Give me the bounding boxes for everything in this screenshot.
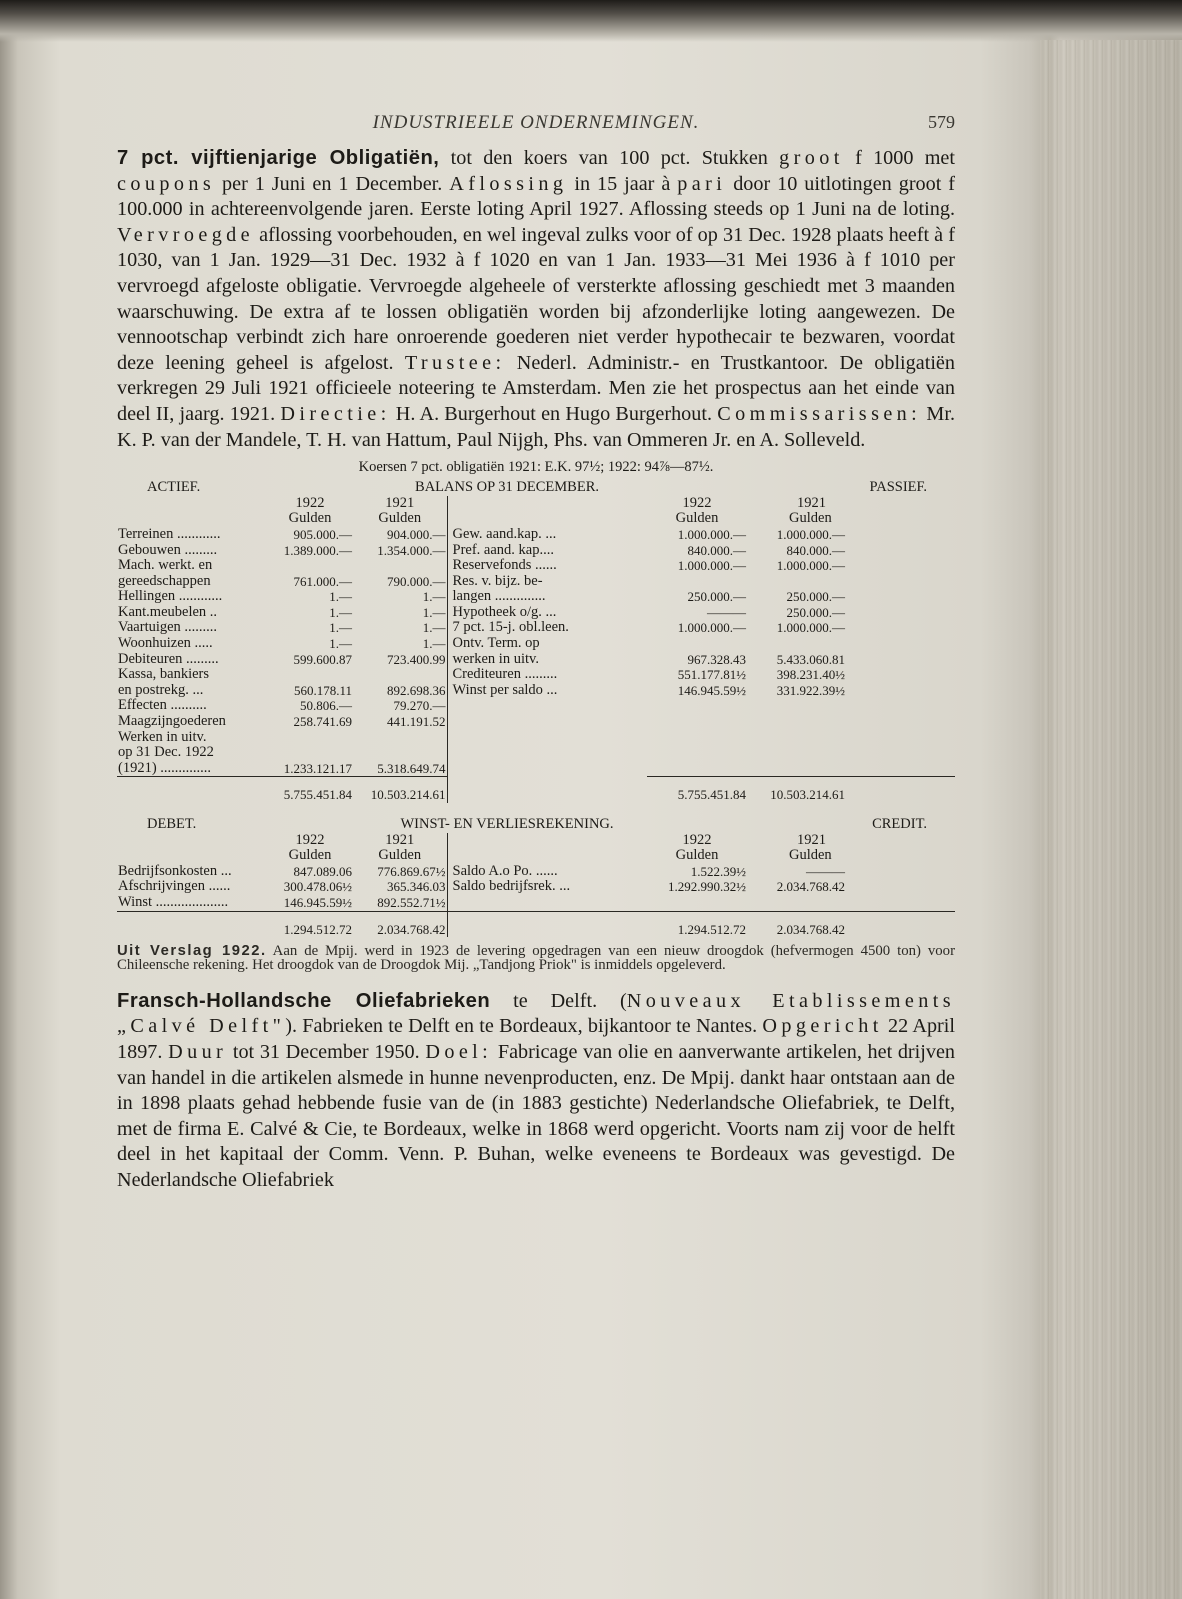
text-run: ). Fabrieken te Delft en te Bordeaux, bijkantoor te Nantes. — [285, 1015, 763, 1038]
year-header: 1921 — [797, 832, 826, 848]
value-cell: 967.328.43 — [687, 651, 747, 667]
row-label: Kassa, bankiers — [118, 667, 210, 683]
balans-row — [117, 683, 955, 699]
unit-header: Gulden — [378, 511, 422, 527]
value-cell: 1.000.000.— — [776, 620, 846, 636]
spaced-term: Vervroegde — [117, 223, 255, 246]
balans-row — [117, 558, 955, 574]
unit-header: Gulden — [789, 848, 832, 864]
text-run: te Delft. ( — [490, 989, 627, 1012]
row-label: Res. v. bijz. be- — [447, 574, 647, 590]
page-content — [117, 100, 955, 1194]
running-header — [117, 100, 955, 146]
spaced-term: Aflossing — [449, 172, 568, 195]
winst-right-title: CREDIT. — [872, 817, 927, 832]
book-spine — [1040, 40, 1182, 1599]
row-label: Gebouwen ......... — [118, 542, 218, 558]
row-label: Woonhuizen ..... — [118, 636, 213, 652]
winst-row — [117, 879, 955, 895]
value-cell: 146.945.59½ — [283, 894, 352, 910]
value-cell: 1.— — [422, 589, 446, 605]
row-label: Bedrijfsonkosten ... — [118, 863, 232, 879]
value-cell: 258.741.69 — [293, 714, 352, 730]
row-label: Kant.meubelen .. — [118, 604, 218, 620]
value-cell — [647, 698, 747, 714]
row-label: 7 pct. 15-j. obl.leen. — [447, 620, 647, 636]
value-cell: 1.000.000.— — [677, 526, 747, 542]
value-cell — [353, 558, 447, 574]
value-cell: 840.000.— — [687, 542, 747, 558]
row-label: Saldo bedrijfsrek. ... — [447, 879, 647, 895]
spaced-term: pari — [677, 172, 727, 195]
text-run: in 15 jaar à — [567, 172, 678, 195]
running-title: INDUSTRIEELE ONDERNEMINGEN. — [372, 112, 700, 133]
winst-row — [117, 895, 955, 911]
value-cell — [647, 574, 747, 590]
value-cell: ——— — [707, 604, 747, 620]
value-cell: 905.000.— — [293, 526, 352, 542]
value-cell: 250.000.— — [786, 589, 846, 605]
winst-row — [117, 864, 955, 880]
balans-row — [117, 527, 955, 543]
spaced-term: coupons — [117, 172, 216, 195]
value-cell: 1.522.39½ — [690, 863, 746, 879]
text-run: aflossing voorbehouden, en wel ingeval zulks voor of op 31 Dec. 1928 plaats heeft à f 1030, van 1 Jan. 1929—31 Dec. 1932 à f 1020 en van 1 Jan. 1933—31 Mei 1936 à f 1010 per vervroegd afgeloste obligatie. Vervroegde algeheele of versterkte aflossing geschiedt met 3 maanden waarschuwing. De extra af te lossen obligatiën worden bij afzonderlijke loting aangewezen. De vennootschap verbindt zich hare onroerende goederen niet verder hypothecair te bezwaren, voordat deze leening geheel is afgelost. — [117, 223, 955, 374]
row-label: Gew. aand.kap. ... — [447, 527, 647, 543]
spaced-term: Duur — [168, 1040, 228, 1063]
balans-title: BALANS OP 31 DECEMBER. — [415, 480, 599, 496]
row-label: Pref. aand. kap.... — [447, 543, 647, 559]
row-label: Winst .................... — [118, 894, 229, 910]
value-cell: 723.400.99 — [387, 651, 446, 667]
value-cell: 1.— — [422, 636, 446, 652]
row-label: Werken in uitv. — [118, 729, 207, 745]
year-header: 1921 — [385, 832, 415, 848]
spaced-term: Commissarissen: — [717, 402, 922, 425]
balans-row — [117, 574, 955, 590]
text-run: Mr. K. P. van der Mandele, T. H. van Hattum, Paul Nijgh, Phs. van Ommeren Jr. en A. Solleveld. — [117, 402, 955, 451]
value-cell — [747, 761, 955, 777]
row-label: Maagzijngoederen — [118, 714, 226, 730]
text-run: 22 April 1897. — [117, 1015, 956, 1063]
total-cell: 10.503.214.61 — [747, 777, 955, 803]
row-label: Afschrijvingen ...... — [118, 879, 231, 895]
winst-table — [117, 817, 955, 937]
value-cell: 1.— — [329, 636, 352, 652]
row-label — [447, 745, 647, 761]
value-cell — [647, 636, 747, 652]
spaced-term: Directie: — [280, 402, 391, 425]
spaced-term: Trustee: — [404, 351, 506, 374]
value-cell: 250.000.— — [786, 604, 846, 620]
value-cell: 776.869.67½ — [377, 863, 446, 879]
value-cell — [353, 745, 447, 761]
value-cell: 146.945.59½ — [677, 682, 747, 698]
text-run: door 10 uitlotingen groot f 100.000 in achtereenvolgende jaren. Eerste loting April 1927. Aflossing steeds op 1 Juni na de loting. — [117, 172, 956, 221]
text-run: Nederl. Administr.- en Trustkantoor. De obligatiën verkregen 29 Juli 1921 officieele noteering te Amsterdam. Men zie het prospectus aan het einde van deel II, jaarg. 1921. — [117, 351, 955, 425]
value-cell: 1.— — [422, 604, 446, 620]
value-cell: 1.— — [329, 604, 352, 620]
row-label: Hypotheek o/g. ... — [447, 605, 647, 621]
balans-row — [117, 636, 955, 652]
value-cell — [647, 714, 747, 730]
value-cell: 892.552.71½ — [377, 894, 446, 910]
value-cell: 904.000.— — [387, 526, 446, 542]
value-cell — [747, 636, 955, 652]
unit-header: Gulden — [675, 511, 719, 527]
balans-totals-row — [117, 777, 955, 803]
row-label — [447, 698, 647, 714]
value-cell — [747, 574, 955, 590]
fransch-heading: Fransch-Hollandsche Oliefabrieken — [117, 989, 491, 1012]
unit-header: Gulden — [288, 511, 332, 527]
value-cell: 5.433.060.81 — [776, 651, 846, 667]
balans-row — [117, 745, 955, 761]
value-cell — [747, 698, 955, 714]
winst-totals-row — [117, 911, 955, 937]
value-cell: 1.233.121.17 — [283, 760, 352, 776]
text-run: f 1000 met — [843, 147, 956, 169]
balans-table — [117, 480, 955, 803]
value-cell: 840.000.— — [786, 542, 846, 558]
total-cell: 5.755.451.84 — [267, 777, 353, 803]
value-cell: 790.000.— — [387, 573, 446, 589]
balans-rows — [117, 527, 955, 777]
value-cell — [747, 745, 955, 761]
value-cell: 551.177.81½ — [677, 667, 747, 683]
value-cell: 1.— — [329, 620, 352, 636]
row-label: Terreinen ............ — [118, 526, 221, 542]
balans-row — [117, 605, 955, 621]
row-label: Reservefonds ...... — [447, 558, 647, 574]
row-label: Winst per saldo ... — [447, 683, 647, 699]
row-label: gereedschappen — [118, 573, 211, 589]
value-cell: 1.— — [329, 589, 352, 605]
value-cell: 1.000.000.— — [677, 558, 747, 574]
value-cell: 5.318.649.74 — [377, 760, 446, 776]
winst-rows — [117, 864, 955, 911]
row-label: langen .............. — [447, 589, 647, 605]
row-label: en postrekg. ... — [118, 682, 204, 698]
verslag-paragraph — [117, 945, 955, 973]
value-cell — [747, 714, 955, 730]
winst-left-title: DEBET. — [147, 817, 197, 832]
row-label: op 31 Dec. 1922 — [118, 745, 214, 761]
value-cell — [647, 761, 747, 777]
row-label: Hellingen ............ — [118, 589, 223, 605]
value-cell: 300.478.06½ — [283, 879, 352, 895]
row-label: Mach. werkt. en — [118, 558, 213, 574]
text-run: tot 31 December 1950. — [227, 1040, 426, 1063]
unit-header: Gulden — [789, 511, 832, 527]
total-cell: 2.034.768.42 — [747, 911, 955, 937]
balans-row — [117, 714, 955, 730]
value-cell: 1.000.000.— — [776, 526, 846, 542]
obligaties-heading: 7 pct. vijftienjarige Obligatiën, — [117, 147, 440, 169]
year-header: 1922 — [682, 832, 712, 848]
balans-row — [117, 620, 955, 636]
row-label — [447, 730, 647, 746]
year-header: 1921 — [797, 495, 827, 511]
balans-right-title: PASSIEF. — [869, 480, 928, 496]
value-cell: 892.698.36 — [387, 682, 446, 698]
value-cell — [267, 730, 353, 746]
year-header: 1922 — [295, 495, 325, 511]
value-cell — [353, 667, 447, 683]
value-cell: 1.000.000.— — [677, 620, 747, 636]
value-cell: 560.178.11 — [293, 682, 352, 698]
value-cell: 1.389.000.— — [283, 542, 352, 558]
text-run: Fabricage van olie en aanverwante artikelen, het drijven van handel in die artikelen alsmede in hunne nevenproducten, enz. De Mpij. dankt haar ontstaan aan de in 1898 plaats gehad hebbende fusie van de (in 1883 gestichte) Nederlandsche Oliefabriek, te Delft, met de firma E. Calvé & Cie, te Bordeaux, welke in 1868 werd opgericht. Voorts nam zij voor de helft deel in het kapitaal der Comm. Venn. P. Buhan, welke eveneens te Bordeaux was gevestigd. De Nederlandsche Oliefabriek — [117, 1040, 956, 1191]
text-run: Aan de Mpij. werd in 1923 de levering opgedragen van een nieuw droogdok (hefvermogen 4500 ton) voor Chileensche rekening. Het droogdok van de Droogdok Mij. „Tandjong Priok" is inmiddels opgeleverd. — [117, 943, 955, 973]
page-number: 579 — [928, 112, 955, 132]
value-cell — [267, 558, 353, 574]
row-label: werken in uitv. — [447, 652, 647, 668]
value-cell — [647, 745, 747, 761]
value-cell — [647, 895, 747, 911]
value-cell: 1.— — [422, 620, 446, 636]
spaced-term: groot — [779, 147, 844, 169]
row-label — [447, 895, 647, 911]
text-run: H. A. Burgerhout en Hugo Burgerhout. — [390, 402, 718, 425]
value-cell: 441.191.52 — [387, 714, 446, 730]
unit-header: Gulden — [288, 848, 332, 864]
page-top-edge — [0, 0, 1182, 42]
balans-left-title: ACTIEF. — [147, 480, 201, 496]
total-cell: 2.034.768.42 — [353, 911, 447, 937]
balans-row — [117, 698, 955, 714]
value-cell — [647, 730, 747, 746]
unit-header: Gulden — [378, 848, 422, 864]
total-cell: 1.294.512.72 — [647, 911, 747, 937]
value-cell — [747, 730, 955, 746]
balans-row — [117, 761, 955, 777]
year-header: 1922 — [295, 832, 325, 848]
total-cell: 5.755.451.84 — [647, 777, 747, 803]
fransch-paragraph — [117, 989, 955, 1194]
value-cell: 365.346.03 — [387, 879, 446, 895]
balans-row — [117, 667, 955, 683]
value-cell: 331.922.39½ — [776, 682, 846, 698]
row-label: Vaartuigen ......... — [118, 620, 218, 636]
value-cell: 847.089.06 — [293, 863, 352, 879]
value-cell: 50.806.— — [300, 698, 352, 714]
value-cell: 250.000.— — [687, 589, 747, 605]
verslag-heading: Uit Verslag 1922. — [117, 943, 267, 960]
row-label: Ontv. Term. op — [447, 636, 647, 652]
value-cell — [353, 730, 447, 746]
row-label: Effecten .......... — [118, 698, 207, 714]
spaced-term: Doel: — [425, 1040, 493, 1063]
total-cell: 10.503.214.61 — [353, 777, 447, 803]
value-cell: 1.292.990.32½ — [668, 879, 746, 895]
row-label — [447, 714, 647, 730]
year-header: 1922 — [682, 495, 712, 511]
koersen-line: Koersen 7 pct. obligatiën 1921: E.K. 97½; 1922: 94⅞—87½. — [358, 459, 714, 476]
value-cell: 79.270.— — [393, 698, 446, 714]
value-cell: 1.000.000.— — [776, 558, 846, 574]
value-cell: 398.231.40½ — [776, 667, 846, 683]
winst-title: WINST- EN VERLIESREKENING. — [400, 817, 614, 832]
value-cell: ——— — [806, 863, 845, 879]
value-cell: 2.034.768.42 — [776, 879, 845, 895]
unit-header: Gulden — [675, 848, 719, 864]
balans-row — [117, 543, 955, 559]
text-run: tot den koers van 100 pct. Stukken — [439, 147, 780, 169]
value-cell: 1.354.000.— — [377, 542, 446, 558]
value-cell — [267, 667, 353, 683]
row-label: Saldo A.o Po. ...... — [447, 864, 647, 880]
spaced-term: Opgericht — [762, 1015, 883, 1038]
row-label — [447, 761, 647, 777]
text-run: per 1 Juni en 1 December. — [215, 172, 450, 195]
value-cell: 599.600.87 — [293, 651, 352, 667]
value-cell — [747, 895, 955, 911]
row-label: Debiteuren ......... — [118, 651, 219, 667]
year-header: 1921 — [385, 495, 415, 511]
balans-row — [117, 589, 955, 605]
obligaties-paragraph — [117, 146, 955, 453]
row-label: (1921) .............. — [118, 760, 212, 776]
spaced-term: Nouveaux Etablissements „Calvé Delft" — [117, 989, 955, 1038]
value-cell: 761.000.— — [293, 573, 352, 589]
balans-row — [117, 730, 955, 746]
value-cell — [267, 745, 353, 761]
balans-row — [117, 652, 955, 668]
row-label: Crediteuren ......... — [447, 667, 647, 683]
total-cell: 1.294.512.72 — [267, 911, 353, 937]
